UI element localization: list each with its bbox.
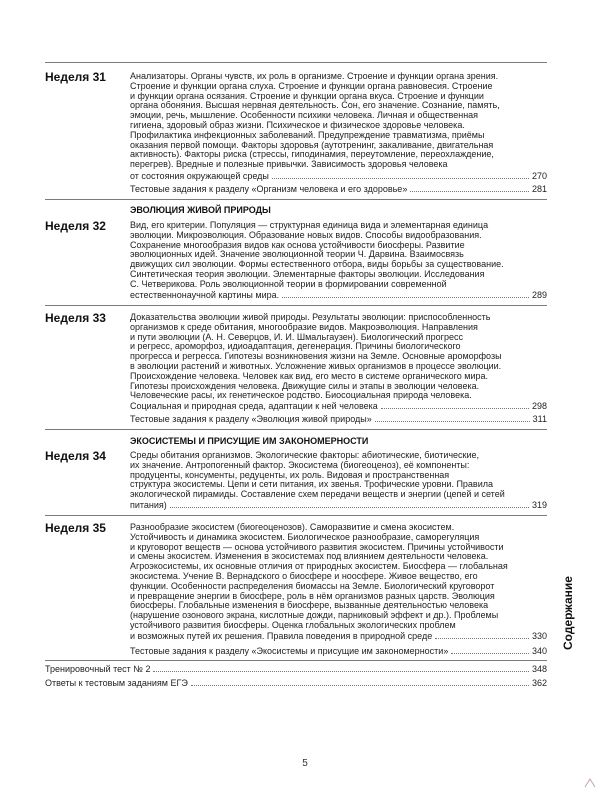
page-ref: 270 xyxy=(531,171,547,181)
week-33-entry-end[interactable]: Социальная и природная среда, адаптации к ней человека 298 xyxy=(130,401,547,411)
leader-dots xyxy=(375,421,530,422)
week-32-entry-end[interactable]: естественнонаучной картины мира. 289 xyxy=(130,290,547,300)
week-35-entry-end[interactable]: и возможных путей их решения. Правила поведения в природной среде 330 xyxy=(130,631,547,641)
page-number: 5 xyxy=(302,758,308,769)
leader-dots xyxy=(381,408,529,409)
side-section-label: Содержание xyxy=(561,576,575,650)
section-rule xyxy=(45,199,547,200)
page-ref: 348 xyxy=(531,664,547,674)
leader-dots xyxy=(451,653,529,654)
page-ref: 330 xyxy=(531,631,547,641)
week-33-test-entry[interactable]: Тестовые задания к разделу «Эволюция живой природы» 311 xyxy=(130,414,547,424)
leader-dots xyxy=(410,191,529,192)
leader-dots xyxy=(282,297,529,298)
week-35-label: Неделя 35 xyxy=(45,521,106,535)
page-ref: 311 xyxy=(532,414,547,424)
page-ref: 340 xyxy=(531,646,547,656)
week-35-test-entry[interactable]: Тестовые задания к разделу «Экосистемы и присущие им закономерности» 340 xyxy=(130,646,547,656)
week-33-label: Неделя 33 xyxy=(45,311,106,325)
week-31-test-entry[interactable]: Тестовые задания к разделу «Организм человека и его здоровье» 281 xyxy=(130,184,547,194)
week-34-description: Среды обитания организмов. Экологические факторы: абиотические, биотические, их значение. Антропогенный фактор. Экосистема (биогеоценоз), её компоненты: продуценты, консументы, редуценты, их роль. Видовая и пространственная структура экосистемы. Цепи и сети питания, их звенья. Трофические уровни. Правила экологической пирамиды. Составление схем передачи веществ и энергии (цепей и сетей xyxy=(130,451,505,500)
leader-dots xyxy=(153,671,529,672)
leader-dots xyxy=(191,685,529,686)
training-test-entry[interactable]: Тренировочный тест № 2 348 xyxy=(45,664,547,674)
leader-dots xyxy=(272,178,529,179)
section-heading-evolution: ЭВОЛЮЦИЯ ЖИВОЙ ПРИРОДЫ xyxy=(130,205,271,215)
page-ref: 289 xyxy=(531,290,547,300)
section-rule xyxy=(45,660,547,661)
corner-mark-icon xyxy=(584,778,596,788)
week-32-description: Вид, его критерии. Популяция — структурная единица вида и элементарная единица эволюции. Микроэволюция. Образование новых видов. Способы видообразования. Сохранение многообразия видов как основа устойчивости биосферы. Развитие эволюционных идей. Значение эволюционной теории Ч. Дарвина. Взаимосвязь движущих сил эволюции. Формы естественного отбора, виды борьбы за существование. Синтетическая теория эволюции. Элементарные факторы эволюции. Исследования С. Четверикова. Роль эволюционной теории в формировании современной xyxy=(130,221,504,289)
week-33-description: Доказательства эволюции живой природы. Результаты эволюции: приспособленность организмов к среде обитания, многообразие видов. Макроэволюция. Направления и пути эволюции (А. Н. Северцов, И. И. Шмальгаузен). Биологический прогресс и регресс, ароморфоз, идиоадаптация, дегенерация. Причины биологического прогресса и регресса. Гипотезы возникновения жизни на Земле. Основные ароморфозы в эволюции растений и животных. Усложнение живых организмов в процессе эволюции. Происхождение человека. Человек как вид, его место в системе органического мира. Гипотезы происхождения человека. Движущие силы и этапы в эволюции человека. Человеческие расы, их генетическое родство. Биосоциальная природа человека. xyxy=(130,313,502,401)
leader-dots xyxy=(435,638,529,639)
week-32-label: Неделя 32 xyxy=(45,219,106,233)
answers-entry[interactable]: Ответы к тестовым заданиям ЕГЭ 362 xyxy=(45,678,547,688)
week-31-description: Анализаторы. Органы чувств, их роль в организме. Строение и функции органа зрения. Строение и функции органа слуха. Строение и функции органа равновесия. Строение и функции органа осязания. Строение и функции органа вкуса. Строение и функции органа обоняния. Высшая нервная деятельность. Сон, его значение. Сознание, память, эмоции, речь, мышление. Особенности психики человека. Личная и общественная гигиена, здоровый образ жизни. Психическое и физическое здоровье человека. Профилактика инфекционных заболеваний. Предупреждение травматизма, приёмы оказания первой помощи. Факторы здоровья (аутотренинг, закаливание, двигательная активность). Факторы риска (стрессы, гиподинамия, переутомление, переохлаждение, перегрев). Вредные и полезные привычки. Зависимость здоровья человека xyxy=(130,72,500,170)
page-ref: 281 xyxy=(531,184,547,194)
page-ref: 298 xyxy=(531,401,547,411)
section-heading-ecosystems: ЭКОСИСТЕМЫ И ПРИСУЩИЕ ИМ ЗАКОНОМЕРНОСТИ xyxy=(130,436,369,446)
week-31-entry-end[interactable]: от состояния окружающей среды 270 xyxy=(130,171,547,181)
page-ref: 319 xyxy=(531,500,547,510)
week-34-entry-end[interactable]: питания) 319 xyxy=(130,500,547,510)
week-35-description: Разнообразие экосистем (биогеоценозов). Саморазвитие и смена экосистем. Устойчивость и динамика экосистем. Биологическое разнообразие, саморегуляция и круговорот веществ — основа устойчивого развития экосистем. Причины устойчивости и смены экосистем. Изменения в экосистемах под влиянием деятельности человека. Агроэкосистемы, их основные отличия от природных экосистем. Биосфера — глобальная экосистема. Учение В. Вернадского о биосфере и ноосфере. Живое вещество, его функции. Особенности распределения биомассы на Земле. Биологический круговорот и превращение энергии в биосфере, роль в нём организмов разных царств. Эволюция биосферы. Глобальные изменения в биосфере, вызванные деятельностью человека (нарушение озонового экрана, кислотные дожди, парниковый эффект и др.). Проблемы устойчивого развития биосферы. Оценка глобальных экологических проблем xyxy=(130,523,508,630)
section-rule xyxy=(45,515,547,516)
section-rule xyxy=(45,305,547,306)
leader-dots xyxy=(170,507,529,508)
top-rule xyxy=(45,62,547,63)
week-31-label: Неделя 31 xyxy=(45,70,106,84)
section-rule xyxy=(45,429,547,430)
page-ref: 362 xyxy=(531,678,547,688)
week-34-label: Неделя 34 xyxy=(45,449,106,463)
